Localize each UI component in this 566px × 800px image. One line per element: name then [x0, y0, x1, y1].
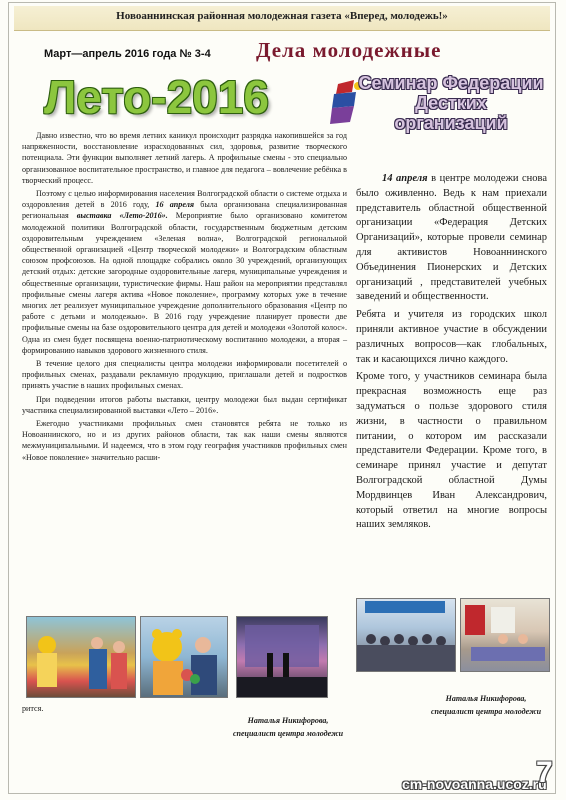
newspaper-name: Новоаннинская районная молодежная газета «Вперед, молодежь!»	[116, 10, 448, 22]
highlight-date: 16 апреля	[155, 200, 195, 210]
photo-seminar-hall	[356, 598, 456, 672]
paragraph: Поэтому с целью информирования населения Волгоградской области о системе отдыха и оздоровления детей в 2016 году, 16 апреля была организована специализированная региональная выставка «Лето-2016». Мероприятие было организовано комитетом молодежной политики Волгоградской области, государственным бюджетным детским оздоровительным учреждением «Зеленая волна», Волгоградской региональной общественной организацией «Центр творческой молодежи» и Волгоградским областным союзом профсоюзов. На одной площадке собрались около 30 учреждений, организующих детский отдых: детские загородные оздоровительные лагеря, муниципальные учреждения и общественные организации, туристические фирмы. Наш район на мероприятии представлял профильные смены лагеря актива «Новое поколение», программу которых уже в течение многих лет реализует муниципальное учреждение дополнительного образования «Центр по работе с детьми и молодежью». В 2016 году учреждение планирует провести две профильные смены на базе оздоровительного центра для детей и молодежи «Золотой колос». Одна из смен будет посвящена военно-патриотическому воспитанию молодежи, а вторая – формированию навыков здорового жизненного стиля.	[22, 189, 348, 355]
paragraph: Ребята и учителя из городских школ приняли активное участие в обсуждении различных вопросов—как глобальных, так и касающихся лично каждого.	[356, 309, 547, 365]
photo-mascot-bear	[140, 616, 228, 698]
signature-role: специалист центра молодежи	[430, 707, 542, 716]
paragraph: Ежегодно участниками профильных смен становятся ребята не только из Новоаннинского, но и из других районов области, так как наши смены являются межмуниципальными. И надеемся, что в этом году география участников профильных смен «Новое поколение» значительно расши-	[22, 419, 347, 462]
article-leto-body	[22, 130, 347, 465]
section-title: Дела молодежные	[256, 38, 442, 62]
site-url: cm-novoanna.ucoz.ru	[402, 776, 547, 792]
paragraph: 14 апреля в центре молодежи снова было оживленно. Ведь к нам приехали представитель областной общественной организации «Федерация Детских Организаций», которые провели семинар для активистов Новоаннинского Объединения Пионерских и Детских организаций , представителей учебных заведений и общественности.	[356, 173, 547, 303]
paragraph: При подведении итогов работы выставки, центру молодежи был выдан сертификат участника специализированной выставки «Лето – 2016».	[22, 394, 347, 415]
article-seminar-body	[356, 172, 547, 536]
paragraph: Кроме того, у участников семинара была прекрасная возможность еще раз задуматься о пользе здорового стиля жизни, в частности о правильном питании, о котором им рассказали представители Федерации. Кроме того, в семинаре принял участие и депутат Волгоградской областной Думы Мордвинцев Иван Александрович, который ответил на многие вопросы наших земляков.	[356, 371, 547, 531]
paragraph: В течение целого дня специалисты центра молодежи информировали посетителей о профильных сменах, раздавали рекламную продукцию, приглашали детей и подростков принять участие в наших профильных сменах.	[22, 359, 347, 391]
issue-date: Март—апрель 2016 года № 3-4	[44, 48, 211, 60]
photo-stage-event	[236, 616, 328, 698]
signature-role: специалист центра молодежи	[232, 729, 344, 738]
highlight-exhibition: выставка «Лето-2016».	[76, 211, 168, 221]
photo-seminar-presidium	[460, 598, 550, 672]
highlight-date: 14 апреля	[382, 173, 428, 184]
paragraph: Давно известно, что во время летних каникул происходит разрядка накопившейся за год напряженности, восстановление израсходованных сил, здоровья, развитие творческого потенциала. Эти функции выполняет летний лагерь. А профильные смены - это специально организованное воспитательное пространство, и главное для педагога – вовлечение ребёнка в творческий процесс.	[22, 131, 347, 185]
signature-left	[228, 714, 348, 740]
text-ending: рится.	[22, 704, 44, 713]
newspaper-header-bar	[14, 6, 550, 31]
page-number: 7	[536, 756, 553, 789]
signature-name: Наталья Никифорова,	[445, 694, 527, 703]
signature-name: Наталья Никифорова,	[247, 716, 329, 725]
seminar-title: Семинар Федерации Дестких организаций	[358, 73, 544, 133]
article-title-leto: Лето-2016	[44, 71, 269, 123]
signature-right	[424, 692, 548, 718]
photo-exhibition-booth	[26, 616, 136, 698]
